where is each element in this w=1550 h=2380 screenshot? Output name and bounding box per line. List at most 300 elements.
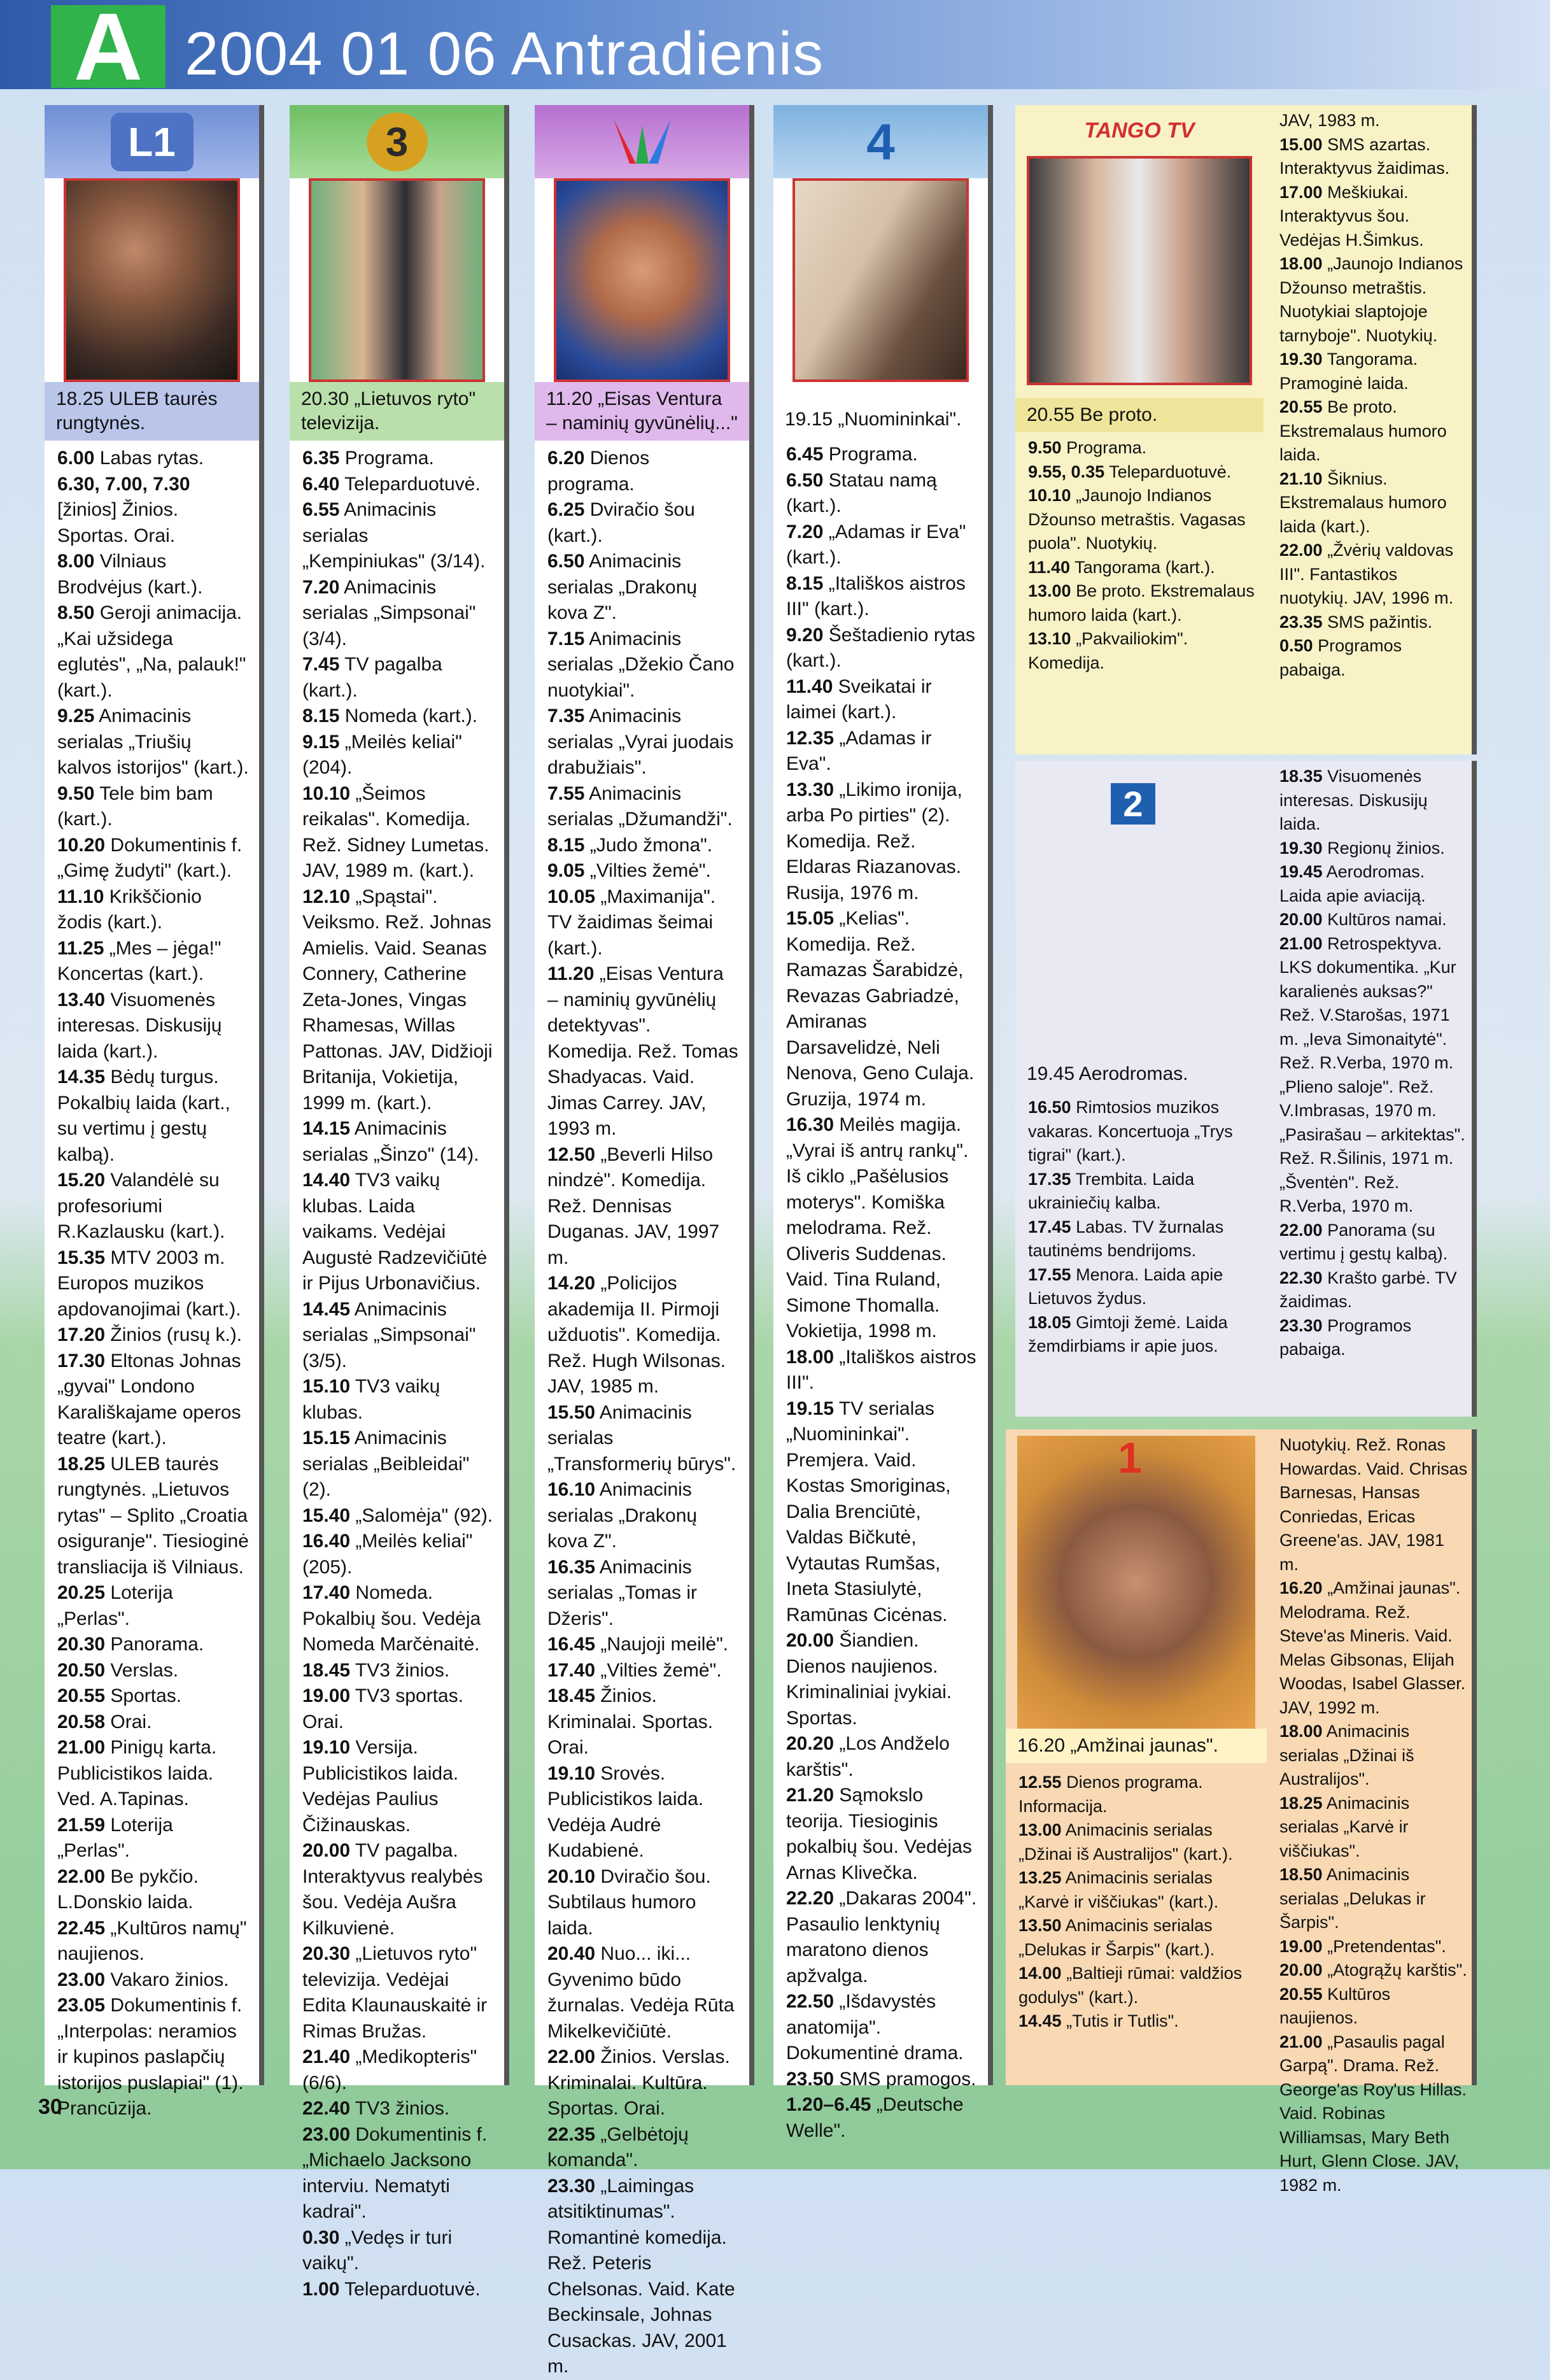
entry-description: Tele bim bam (kart.). [57,783,213,830]
entry-time: 19.30 [1279,350,1323,369]
entry-description: Retrospektyva. LKS dokumentika. „Kur karalienės auksas?" Rež. V.Starošas, 1971 m. „Ieva Simonaitytė". Rež. R.Verba, 1970 m. „Plieno saloje". Rež. V.Imbrasas, 1970 m. „Pasirašau – arkitektas". Rež. R.Šilinis, 1971 m. „Šventėn". Rež. R.Verba, 1970 m. [1279,933,1465,1215]
schedule-entry [1279,1863,1468,1935]
entry-time: 23.00 [57,1969,106,1990]
entry-time: 17.20 [57,1324,106,1345]
ltv2-schedule [1015,1092,1264,1359]
schedule-entry [1279,1314,1468,1362]
entry-description: TV3 vaikų klubas. [302,1376,440,1423]
entry-time: 8.00 [57,551,95,572]
entry-description: „Vilties žemė". [595,1659,722,1681]
entry-description: Animacinis serialas „Delukas ir Šarpis" (kart.). [1018,1916,1215,1959]
entry-time: 19.45 [1279,862,1323,881]
schedule-entry [1279,1219,1468,1266]
entry-description: Animacinis serialas „Vyrai juodais drabužiais". [547,705,734,778]
entry-description: Šeštadienio rytas (kart.). [786,624,975,671]
lnk-photo [554,178,730,382]
entry-description: „Jaunojo Indianos Džounso metraštis. Nuotykiai slaptojoje tarnyboje". Nuotykių. [1279,254,1463,345]
entry-description: Animacinis serialas „Džekio Čano nuotykiai". [547,628,735,701]
schedule-entry [1028,579,1255,627]
schedule-entry [1018,1818,1258,1866]
entry-description: „Baltieji rūmai: valdžios godulys" (kart.). [1018,1964,1243,2007]
entry-description: Žinios. Kriminalai. Sportas. Orai. [547,1685,714,1758]
schedule-entry [786,2067,978,2093]
entry-description: Animacinis serialas „Drakonų kova Z". [547,551,698,623]
entry-time: 9.20 [786,624,824,646]
entry-time: 21.40 [302,2046,351,2067]
lnk-column [535,105,754,2377]
entry-time: 15.20 [57,1170,106,1191]
entry-description: „Itališkos aistros III" (kart.). [786,572,966,620]
entry-description: Programa. [823,444,918,465]
schedule-entry [547,1658,739,1684]
lnk-logo [601,113,684,171]
entry-time: 20.20 [786,1733,835,1754]
entry-time: 17.45 [1028,1217,1071,1236]
entry-time: 20.00 [1279,1960,1323,1980]
tango-left [1015,105,1264,754]
entry-description: „Eisas Ventura – naminių gyvūnėlių detektyvas". Komedija. Rež. Tomas Shadyacas. Vaid. Jimas Carrey. JAV, 1993 m. [547,963,738,1139]
entry-description: Bėdų turgus. Pokalbių laida (kart., su vertimu į gestų kalbą). [57,1066,230,1165]
lrt-logo-band [45,105,259,178]
entry-description: Kultūros naujienos. [1279,1984,1391,2027]
entry-description: Versija. Publicistikos laida. Vedėjas Paulius Čižinauskas. [302,1737,459,1836]
entry-description: Labas. TV žurnalas tautinėms bendrijoms. [1028,1217,1224,1260]
entry-description: Kultūros namai. [1322,910,1447,929]
schedule-entry [547,2044,739,2122]
schedule-entry [786,1989,978,2067]
entry-description: Animacinis serialas „Džinai iš Australijos" (kart.). [1018,1820,1233,1864]
entry-time: 13.25 [1018,1868,1062,1887]
schedule-entry [1028,1096,1255,1168]
tv3-schedule [290,441,504,2302]
entry-time: 14.00 [1018,1964,1062,1983]
entry-time: 21.20 [786,1785,835,1806]
entry-description: Dviračio šou (kart.). [547,499,695,546]
entry-time: 0.50 [1279,636,1313,655]
entry-description: Animacinis serialas „Džinai iš Australijos". [1279,1722,1414,1789]
entry-time: 7.35 [547,705,585,726]
entry-description: Panorama (su vertimu į gestų kalbą). [1279,1220,1448,1263]
entry-description: TV3 sportas. Orai. [302,1685,463,1732]
entry-time: 18.50 [1279,1865,1323,1884]
entry-time: 7.45 [302,654,340,675]
entry-description: „Pakvailiokim". Komedija. [1028,629,1188,672]
entry-time: 8.15 [302,705,340,726]
entry-time: 15.00 [1279,134,1323,154]
entry-description: Be pykčio. L.Donskio laida. [57,1866,199,1913]
schedule-entry [547,627,739,704]
tango-logo: TANGO TV [1084,118,1195,143]
entry-time: 6.30, 7.00, 7.30 [57,473,190,495]
entry-time: 20.00 [1279,910,1323,929]
schedule-entry [1279,2030,1468,2198]
entry-description: Šiandien. Dienos naujienos. Kriminaliniai įvykiai. Sportas. [786,1630,952,1729]
tango-right-schedule [1267,105,1477,682]
entry-time: 7.20 [302,576,340,598]
entry-time: 15.40 [302,1505,351,1526]
entry-description: TV3 žinios. [350,1659,450,1681]
entry-description: „Adamas ir Eva". [786,727,932,774]
schedule-entry [302,1683,494,1735]
entry-description: Teleparduotuvė. [1104,462,1232,481]
entry-time: 11.25 [57,937,104,959]
entry-time: 15.50 [547,1401,596,1423]
entry-time: 1.00 [302,2278,340,2300]
entry-time: 7.15 [547,628,585,649]
lrt-logo: L1 [111,113,194,171]
entry-description: „Salomėja" (92). [350,1505,493,1526]
schedule-entry [1018,1866,1258,1914]
entry-description: Animacinis serialas „Beibleidai" (2). [302,1427,470,1500]
schedule-entry [786,2092,978,2144]
schedule-entry [547,1683,739,1761]
entry-time: 11.10 [57,886,104,907]
entry-time: 12.10 [302,886,351,907]
schedule-entry [1018,2009,1258,2034]
schedule-entry [57,1322,249,1349]
entry-description: Programa. [339,448,434,469]
entry-time: 20.58 [57,1711,106,1732]
entry-description: „Adamas ir Eva" (kart.). [786,521,966,568]
schedule-entry [1279,1433,1468,1576]
entry-description: „Meilės keliai" (204). [302,731,462,778]
entry-description: Dokumentinis f. „Michaelo Jacksono interviu. Nematyti kadrai". [302,2123,488,2222]
entry-description: Animacinis serialas „Drakonų kova Z". [547,1479,698,1552]
entry-description: MTV 2003 m. Europos muzikos apdovanojimai (kart.). [57,1247,241,1320]
entry-time: 22.00 [57,1866,106,1887]
schedule-entry [57,704,249,781]
entry-description: „Atogrąžų karštis". [1322,1960,1467,1980]
schedule-entry [786,1345,978,1396]
schedule-entry [547,1632,739,1658]
schedule-entry [302,2122,494,2225]
ltv2-left [1015,761,1264,1417]
entry-time: 18.25 [1279,1793,1323,1813]
entry-time: 18.45 [547,1685,596,1706]
schedule-entry [302,1529,494,1580]
schedule-entry [57,1916,249,1967]
entry-description: Krašto garbė. TV žaidimas. [1279,1268,1457,1311]
schedule-entry [57,1452,249,1581]
schedule-entry [57,446,249,472]
entry-time: 14.35 [57,1066,106,1087]
schedule-entry [786,468,978,520]
entry-time: 17.40 [302,1582,351,1603]
tango-panel [1015,105,1477,754]
entry-description: Meškiukai. Interaktyvus šou. Vedėjas H.Šimkus. [1279,182,1424,250]
schedule-entry [302,781,494,884]
entry-time: 15.35 [57,1247,106,1268]
schedule-entry [547,858,739,884]
entry-description: Nomeda (kart.). [339,705,478,726]
entry-time: 14.20 [547,1273,596,1294]
entry-time: 13.40 [57,989,106,1010]
entry-time: 16.20 [1279,1578,1323,1597]
schedule-entry [1279,348,1468,395]
schedule-entry [302,704,494,730]
schedule-entry [786,906,978,1112]
entry-time: 21.00 [1279,2032,1323,2051]
schedule-entry [302,2277,494,2303]
schedule-entry [302,2225,494,2277]
schedule-entry [302,730,494,781]
schedule-entry [786,520,978,571]
entry-time: 21.59 [57,1814,106,1836]
ch1-left [1006,1429,1267,2085]
schedule-entry [1279,1983,1468,2030]
schedule-entry [547,1400,739,1478]
entry-description: „Maximanija". TV žaidimas šeimai (kart.). [547,886,716,959]
ltv2-panel [1015,761,1477,1417]
schedule-entry [302,1168,494,1297]
entry-time: 17.40 [547,1659,596,1681]
schedule-entry [57,1683,249,1710]
schedule-entry [302,446,494,472]
schedule-entry [547,1271,739,1400]
entry-description: „Pretendentas". [1322,1936,1446,1956]
schedule-entry [547,1555,739,1633]
ltv2-logo: 2 [1111,783,1155,825]
schedule-entry [302,472,494,498]
schedule-entry [786,674,978,726]
schedule-entry [57,1658,249,1684]
entry-time: 21.00 [57,1737,106,1758]
entry-time: 11.40 [786,676,833,697]
entry-description: „Naujoji meilė". [595,1634,729,1655]
entry-time: 7.55 [547,783,585,804]
entry-time: 22.45 [57,1917,106,1939]
entry-time: 21.10 [1279,469,1323,488]
ch4-schedule [773,437,988,2144]
entry-time: 18.05 [1028,1312,1071,1332]
ch1-logo: 1 [1118,1434,1142,1482]
schedule-entry [786,442,978,468]
entry-description: Animacinis serialas „Simpsonai" (3/4). [302,576,476,649]
entry-description: „Los Andželo karštis". [786,1733,950,1780]
entry-time: 16.50 [1028,1098,1071,1117]
entry-description: Visuomenės interesas. Diskusijų laida (kart.). [57,989,222,1062]
entry-time: 14.15 [302,1118,351,1139]
schedule-entry [57,1967,249,1994]
schedule-entry [786,571,978,623]
entry-description: Regionų žinios. [1322,838,1445,858]
lrt-photo [64,178,240,382]
entry-description: Animacinis serialas „Karvė ir viščiukas". [1279,1793,1410,1860]
entry-time: 6.25 [547,499,585,520]
entry-time: 18.00 [786,1346,835,1368]
entry-description: Meilės magija. „Vyrai iš antrų rankų". Iš ciklo „Pašėlusios moterys". Komiška melodrama. Rež. Oliveris Suddenas. Vaid. Tina Ruland, Simone Thomalla. Vokietija, 1998 m. [786,1114,969,1342]
entry-description: TV3 žinios. [350,2098,450,2119]
entry-time: 15.10 [302,1376,351,1397]
entry-description: Žinios. Verslas. Kriminalai. Kultūra. Sportas. Orai. [547,2046,730,2119]
entry-description: TV serialas „Nuomininkai". Premjera. Vaid. Kostas Smoriginas, Dalia Brenciūtė, Valdas Bičkutė, Vytautas Rumšas, Ineta Stasiulytė, Ramūnas Cicėnas. [786,1398,951,1626]
entry-description: Sveikatai ir laimei (kart.). [786,676,932,723]
entry-description: Animacinis serialas „Delukas ir Šarpis". [1279,1865,1426,1932]
entry-description: Dienos programa. [547,448,650,495]
entry-time: 8.15 [547,834,585,856]
entry-time: 22.50 [786,1991,835,2012]
entry-time: 13.00 [1028,581,1071,600]
entry-description: Animacinis serialas „Transformerių būrys". [547,1401,736,1475]
schedule-entry [547,2174,739,2380]
entry-description: Nuotykių. Rež. Ronas Howardas. Vaid. Chrisas Barnesas, Hansas Conriedas, Ericas Greene'as. JAV, 1981 m. [1279,1435,1468,1574]
entry-time: 20.25 [57,1582,106,1603]
entry-time: 17.35 [1028,1169,1071,1189]
entry-description: Be proto. Ekstremalaus humoro laida (kart.). [1028,581,1255,625]
entry-description: „Deutsche Welle". [786,2094,964,2141]
schedule-entry [1279,181,1468,253]
entry-description: Verslas. [105,1659,179,1681]
entry-time: 9.55, 0.35 [1028,462,1105,481]
schedule-entry [57,1349,249,1452]
schedule-entry [1279,932,1468,1219]
entry-description: SMS pramogos. [834,2068,976,2090]
entry-time: 6.35 [302,448,340,469]
entry-time: 23.35 [1279,612,1323,632]
entry-description: JAV, 1983 m. [1279,111,1380,130]
lrt-column [45,105,264,2119]
entry-time: 19.00 [1279,1936,1323,1956]
entry-time: 6.55 [302,499,340,520]
ltv2-caption: 19.45 Aerodromas. [1027,1063,1188,1084]
entry-time: 13.50 [1018,1916,1062,1935]
entry-description: „Išdavystės anatomija". Dokumentinė drama. [786,1991,964,2064]
schedule-entry [1279,860,1468,908]
entry-time: 17.00 [1279,182,1323,202]
entry-time: 22.35 [547,2123,596,2145]
schedule-entry [57,472,249,549]
ch1-right-schedule [1267,1429,1477,2197]
entry-time: 23.00 [302,2123,351,2145]
schedule-entry [1279,908,1468,932]
entry-description: „Šeimos reikalas". Komedija. Rež. Sidney Lumetas. JAV, 1989 m. (kart.). [302,783,490,881]
entry-description: Programa. [1061,438,1147,457]
schedule-entry [57,1245,249,1323]
schedule-entry [547,884,739,962]
ch1-schedule [1006,1767,1267,2034]
schedule-entry [57,1735,249,1813]
entry-description: Tangorama (kart.). [1070,557,1215,577]
schedule-entry [1279,395,1468,467]
entry-time: 22.40 [302,2098,351,2119]
schedule-entry [1018,1771,1258,1818]
schedule-entry [1028,436,1255,460]
entry-time: 14.40 [302,1170,351,1191]
entry-time: 22.30 [1279,1268,1323,1287]
schedule-entry [1279,133,1468,181]
entry-time: 10.20 [57,834,106,856]
entry-time: 18.00 [1279,254,1323,273]
entry-description: Animacinis serialas „Triušių kalvos istorijos" (kart.). [57,705,249,778]
entry-time: 16.35 [547,1556,596,1578]
entry-time: 23.30 [547,2175,596,2197]
entry-time: 16.30 [786,1114,835,1135]
page-header [0,0,1550,100]
tv3-logo: 3 [367,113,428,171]
entry-description: Aerodromas. Laida apie aviaciją. [1279,862,1426,905]
lnk-logo-band [535,105,749,178]
tv3-caption: 20.30 „Lietuvos ryto" televizija. [290,382,504,441]
entry-time: 15.15 [302,1427,351,1449]
entry-description: TV pagalba. Interaktyvus realybės šou. Vedėja Aušra Kilkuvienė. [302,1840,483,1939]
schedule-entry [57,833,249,884]
entry-description: „Dakaras 2004". Pasaulio lenktynių maratono dienos apžvalga. [786,1888,977,1987]
schedule-entry [1279,837,1468,861]
entry-description: Animacinis serialas „Simpsonai" (3/5). [302,1298,476,1371]
page-number: 30 [38,2095,62,2119]
schedule-entry [1279,467,1468,539]
entry-description: Teleparduotuvė. [339,473,481,495]
schedule-entry [1018,1962,1258,2009]
entry-description: Sąmokslo teorija. Tiesioginis pokalbių šou. Vedėjas Arnas Klivečka. [786,1785,972,1883]
ch4-logo-band [773,105,988,178]
entry-description: Programos pabaiga. [1279,1315,1412,1359]
tango-schedule [1015,432,1264,675]
entry-time: 18.35 [1279,767,1323,786]
entry-time: 12.55 [1018,1773,1062,1792]
entry-description: Vilniaus Brodvėjus (kart.). [57,551,203,598]
schedule-entry [547,497,739,549]
entry-time: 12.35 [786,727,835,749]
ch4-column [773,105,993,2141]
schedule-entry [1279,539,1468,611]
schedule-entry [57,1864,249,1916]
entry-description: Loterija „Perlas". [57,1582,173,1629]
entry-description: „Kelias". Komedija. Rež. Ramazas Šarabidzė, Revazas Gabriadzė, Amiranas Darsavelidzė, Neli Nenova, Geno Culaja. Gruzija, 1974 m. [786,908,975,1110]
entry-time: 9.25 [57,705,95,726]
schedule-entry [302,884,494,1117]
tango-caption: 20.55 Be proto. [1015,398,1264,432]
schedule-entry [1279,634,1468,682]
entry-description: Sportas. [105,1685,182,1706]
schedule-entry [547,1142,739,1271]
entry-description: Nuo... iki... Gyvenimo būdo žurnalas. Vedėja Rūta Mikelkevičiūtė. [547,1943,735,2042]
schedule-entry [302,1580,494,1658]
entry-description: Trembita. Laida ukrainiečių kalba. [1028,1169,1195,1212]
entry-description: „Pasaulis pagal Garpą". Drama. Rež. George'as Roy'us Hillas. Vaid. Robinas Williamsas, Mary Beth Hurt, Glenn Close. JAV, 1982 m. [1279,2032,1467,2195]
entry-time: 11.40 [1028,557,1071,577]
schedule-entry [547,781,739,833]
schedule-entry [1028,1263,1255,1311]
entry-description: „Jaunojo Indianos Džounso metraštis. Vagasas puola". Nuotykių. [1028,486,1246,553]
schedule-entry [1279,1792,1468,1864]
entry-description: „Amžinai jaunas". Melodrama. Rež. Steve'as Mineris. Vaid. Melas Gibsonas, Elijah Woodas, Isabel Glasser. JAV, 1992 m. [1279,1578,1466,1717]
entry-time: 20.10 [547,1866,596,1887]
schedule-entry [1279,252,1468,348]
entry-time: 20.55 [57,1685,106,1706]
tango-photo [1027,156,1252,385]
entry-time: 21.00 [1279,933,1323,953]
entry-time: 15.05 [786,908,835,929]
schedule-entry [57,988,249,1065]
entry-description: Dokumentinis f. „Gimę žudyti" (kart.). [57,834,243,881]
entry-description: Dokumentinis f. „Interpolas: neramios ir kupinos paslapčių istorijos puslapiai" (1). Prancūzija. [57,1995,244,2119]
schedule-entry [1028,556,1255,580]
schedule-entry [302,1735,494,1838]
entry-description: Rimtosios muzikos vakaras. Koncertuoja „Trys tigrai" (kart.). [1028,1098,1233,1165]
schedule-entry [57,1710,249,1736]
entry-description: „Judo žmona". [584,834,713,856]
entry-description: Animacinis serialas „Tomas ir Džeris". [547,1556,698,1629]
entry-time: 20.00 [786,1630,835,1651]
entry-time: 0.30 [302,2227,340,2248]
entry-description: Krikščionio žodis (kart.). [57,886,202,933]
schedule-entry [786,1396,978,1629]
entry-time: 14.45 [1018,2011,1062,2030]
schedule-entry [57,781,249,833]
entry-description: „Likimo ironija, arba Po pirties" (2). Komedija. Rež. Eldaras Riazanovas. Rusija, 1976 m. [786,779,962,903]
entry-description: Srovės. Publicistikos laida. Vedėja Audrė Kudabienė. [547,1762,704,1861]
